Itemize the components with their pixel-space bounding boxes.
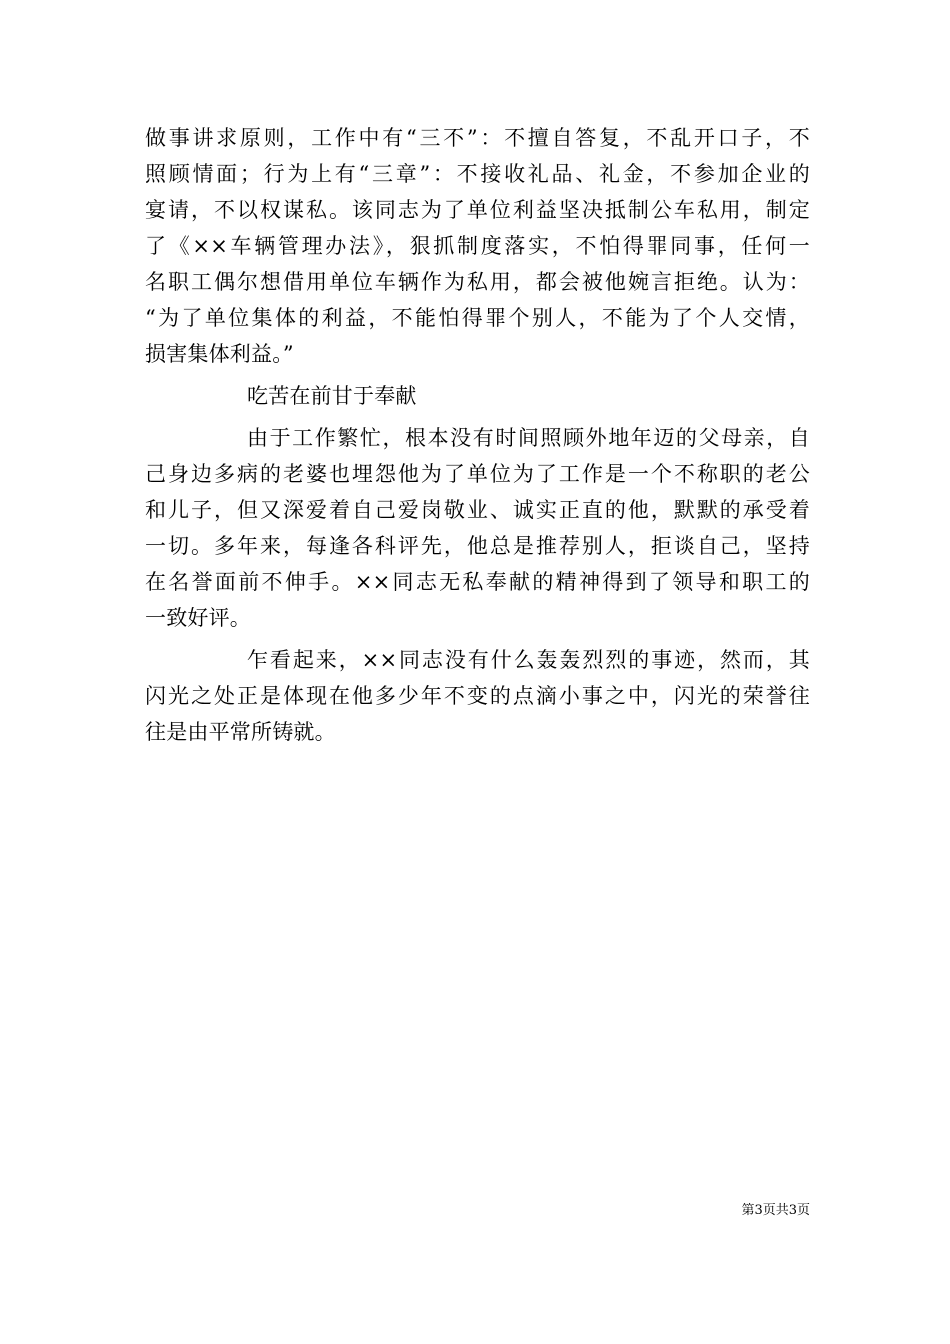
- paragraph-2-line-2: 己身边多病的老婆也埋怨他为了单位为了工作是一个不称职的老公: [145, 462, 810, 486]
- paragraph-1-line-3: 宴请，不以权谋私。该同志为了单位利益坚决抵制公车私用，制定: [145, 198, 810, 222]
- section-heading: 吃苦在前甘于奉献: [247, 384, 417, 408]
- page-number-footer: 第3页共3页: [741, 1203, 810, 1218]
- paragraph-2-line-1: 由于工作繁忙，根本没有时间照顾外地年迈的父母亲，自: [247, 426, 810, 450]
- paragraph-1-line-4: 了《××车辆管理办法》，狠抓制度落实，不怕得罪同事，任何一: [145, 234, 810, 258]
- paragraph-3-line-2: 闪光之处正是体现在他多少年不变的点滴小事之中，闪光的荣誉往: [145, 684, 810, 708]
- paragraph-2-line-4: 一切。多年来，每逢各科评先，他总是推荐别人，拒谈自己，坚持: [145, 534, 810, 558]
- paragraph-3-line-1: 乍看起来，××同志没有什么轰轰烈烈的事迹，然而，其: [247, 648, 810, 672]
- paragraph-1-line-1: 做事讲求原则，工作中有“三不”：不擅自答复，不乱开口子，不: [145, 126, 810, 150]
- paragraph-3-line-3: 往是由平常所铸就。: [145, 720, 336, 744]
- paragraph-2-line-6: 一致好评。: [145, 606, 251, 630]
- paragraph-2-line-5: 在名誉面前不伸手。××同志无私奉献的精神得到了领导和职工的: [145, 570, 810, 594]
- paragraph-1-line-2: 照顾情面；行为上有“三章”：不接收礼品、礼金，不参加企业的: [145, 162, 810, 186]
- paragraph-1-line-7: 损害集体利益。”: [145, 342, 294, 366]
- paragraph-1-line-5: 名职工偶尔想借用单位车辆作为私用，都会被他婉言拒绝。认为：: [145, 270, 810, 294]
- paragraph-1-line-6: “为了单位集体的利益，不能怕得罪个别人，不能为了个人交情，: [145, 306, 810, 330]
- paragraph-2-line-3: 和儿子，但又深爱着自己爱岗敬业、诚实正直的他，默默的承受着: [145, 498, 810, 522]
